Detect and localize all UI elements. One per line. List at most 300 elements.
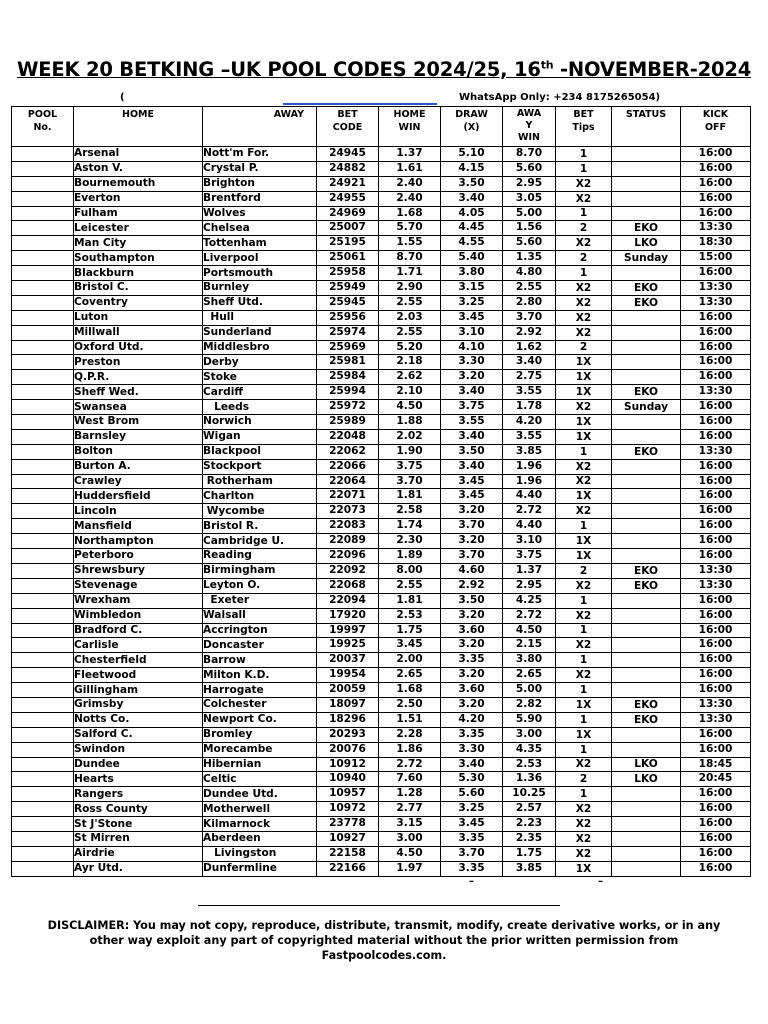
home-win-odds: 1.86 xyxy=(379,742,441,757)
col-bet-code: BET CODE xyxy=(317,107,379,147)
away-win-odds: 3.05 xyxy=(503,191,556,206)
pool-no-cell xyxy=(12,429,74,444)
table-row xyxy=(12,742,751,757)
draw-odds: 3.20 xyxy=(441,504,503,519)
status-cell xyxy=(612,861,681,876)
bet-tip: 1X xyxy=(556,861,612,876)
home-team: St Mirren xyxy=(74,831,203,846)
away-team: Wycombe xyxy=(203,504,317,519)
pool-no-cell xyxy=(12,549,74,564)
away-win-odds: 3.00 xyxy=(503,727,556,742)
status-cell xyxy=(612,549,681,564)
kick-off-time: 13:30 xyxy=(681,578,751,593)
status-cell xyxy=(612,787,681,802)
home-win-odds: 2.02 xyxy=(379,429,441,444)
home-team: Q.P.R. xyxy=(74,370,203,385)
home-team: Millwall xyxy=(74,325,203,340)
bet-tip: 1 xyxy=(556,653,612,668)
pool-no-cell xyxy=(12,295,74,310)
home-win-odds: 1.71 xyxy=(379,266,441,281)
away-win-odds: 3.55 xyxy=(503,385,556,400)
pool-no-cell xyxy=(12,742,74,757)
bet-tip: X2 xyxy=(556,474,612,489)
away-win-odds: 1.36 xyxy=(503,772,556,787)
home-win-odds: 1.55 xyxy=(379,236,441,251)
bet-tip: X2 xyxy=(556,817,612,832)
away-team: Nott'm For. xyxy=(203,147,317,162)
draw-odds: 3.60 xyxy=(441,623,503,638)
draw-odds: 5.30 xyxy=(441,772,503,787)
table-row xyxy=(12,772,751,787)
col-status: STATUS xyxy=(612,107,681,147)
pool-no-cell xyxy=(12,474,74,489)
away-team: Cambridge U. xyxy=(203,534,317,549)
col-home: HOME xyxy=(74,107,203,147)
draw-odds: 4.60 xyxy=(441,563,503,578)
draw-odds: 4.05 xyxy=(441,206,503,221)
col-kick-off: KICK OFF xyxy=(681,107,751,147)
contact-line xyxy=(0,92,768,106)
home-team: Fleetwood xyxy=(74,668,203,683)
draw-odds: 3.30 xyxy=(441,355,503,370)
bet-code: 10912 xyxy=(317,757,379,772)
away-team: Walsall xyxy=(203,608,317,623)
pool-no-cell xyxy=(12,653,74,668)
pool-no-cell xyxy=(12,340,74,355)
pool-no-cell xyxy=(12,683,74,698)
status-cell: EKO xyxy=(612,385,681,400)
pool-no-cell xyxy=(12,444,74,459)
status-cell: EKO xyxy=(612,295,681,310)
pool-no-cell xyxy=(12,831,74,846)
pool-no-cell xyxy=(12,266,74,281)
bet-code: 19954 xyxy=(317,668,379,683)
draw-odds: 3.50 xyxy=(441,593,503,608)
away-win-odds: 2.75 xyxy=(503,370,556,385)
home-win-odds: 3.70 xyxy=(379,474,441,489)
draw-odds: 4.55 xyxy=(441,236,503,251)
kick-off-time: 13:30 xyxy=(681,444,751,459)
status-cell xyxy=(612,266,681,281)
kick-off-time: 13:30 xyxy=(681,295,751,310)
bet-tip: 1 xyxy=(556,206,612,221)
bet-code: 19997 xyxy=(317,623,379,638)
status-cell xyxy=(612,147,681,162)
title-date: -NOVEMBER-2024 xyxy=(553,58,752,81)
status-cell xyxy=(612,519,681,534)
table-row xyxy=(12,668,751,683)
status-cell xyxy=(612,727,681,742)
kick-off-time: 16:00 xyxy=(681,147,751,162)
draw-odds: 5.60 xyxy=(441,787,503,802)
away-win-odds: 5.60 xyxy=(503,161,556,176)
pool-no-cell xyxy=(12,712,74,727)
away-team: Barrow xyxy=(203,653,317,668)
table-row xyxy=(12,519,751,534)
draw-odds: 3.20 xyxy=(441,638,503,653)
table-row xyxy=(12,593,751,608)
home-win-odds: 5.70 xyxy=(379,221,441,236)
away-win-odds: 5.00 xyxy=(503,683,556,698)
kick-off-time: 16:00 xyxy=(681,340,751,355)
bet-code: 25956 xyxy=(317,310,379,325)
away-team: Sheff Utd. xyxy=(203,295,317,310)
bet-code: 22073 xyxy=(317,504,379,519)
home-win-odds: 1.97 xyxy=(379,861,441,876)
status-cell xyxy=(612,817,681,832)
draw-odds: 3.35 xyxy=(441,831,503,846)
draw-odds: 3.40 xyxy=(441,385,503,400)
pool-no-cell xyxy=(12,593,74,608)
bet-code: 23778 xyxy=(317,817,379,832)
status-cell xyxy=(612,325,681,340)
away-team: Hull xyxy=(203,310,317,325)
home-team: Hearts xyxy=(74,772,203,787)
bet-tip: X2 xyxy=(556,578,612,593)
bet-tip: 1X xyxy=(556,727,612,742)
away-team: Chelsea xyxy=(203,221,317,236)
status-cell xyxy=(612,846,681,861)
status-cell xyxy=(612,653,681,668)
away-team: Leeds xyxy=(203,400,317,415)
status-cell xyxy=(612,802,681,817)
away-team: Wolves xyxy=(203,206,317,221)
status-cell xyxy=(612,534,681,549)
table-row xyxy=(12,638,751,653)
home-win-odds: 2.77 xyxy=(379,802,441,817)
bet-code: 24882 xyxy=(317,161,379,176)
draw-odds: 3.40 xyxy=(441,429,503,444)
pool-no-cell xyxy=(12,221,74,236)
table-row xyxy=(12,236,751,251)
table-row xyxy=(12,161,751,176)
home-team: Burton A. xyxy=(74,459,203,474)
draw-odds: 3.55 xyxy=(441,415,503,430)
status-cell xyxy=(612,415,681,430)
bet-tip: 1X xyxy=(556,370,612,385)
pool-no-cell xyxy=(12,504,74,519)
draw-odds: 3.20 xyxy=(441,608,503,623)
draw-odds: 3.15 xyxy=(441,281,503,296)
home-team: Leicester xyxy=(74,221,203,236)
away-win-odds: 2.65 xyxy=(503,668,556,683)
kick-off-time: 16:00 xyxy=(681,355,751,370)
pool-no-cell xyxy=(12,176,74,191)
bet-code: 24945 xyxy=(317,147,379,162)
draw-odds: 3.10 xyxy=(441,325,503,340)
draw-odds: 3.60 xyxy=(441,683,503,698)
draw-odds: 3.50 xyxy=(441,176,503,191)
table-row xyxy=(12,712,751,727)
home-team: Swindon xyxy=(74,742,203,757)
home-team: Carlisle xyxy=(74,638,203,653)
kick-off-time: 20:45 xyxy=(681,772,751,787)
away-team: Birmingham xyxy=(203,563,317,578)
kick-off-time: 16:00 xyxy=(681,653,751,668)
kick-off-time: 13:30 xyxy=(681,221,751,236)
table-row xyxy=(12,266,751,281)
kick-off-time: 16:00 xyxy=(681,727,751,742)
pool-no-cell xyxy=(12,415,74,430)
home-team: Notts Co. xyxy=(74,712,203,727)
table-row xyxy=(12,802,751,817)
bet-tip: 2 xyxy=(556,251,612,266)
bet-tip: X2 xyxy=(556,459,612,474)
draw-odds: 3.40 xyxy=(441,459,503,474)
disclaimer-text: DISCLAIMER: You may not copy, reproduce, distribute, transmit, modify, create derivative works, or in any other way exploit any part of copyrighted material without the prior written permission from Fastpoolcodes.com. xyxy=(47,919,721,962)
away-win-odds: 2.55 xyxy=(503,281,556,296)
table-row xyxy=(12,400,751,415)
home-team: Grimsby xyxy=(74,697,203,712)
bet-tip: 1 xyxy=(556,787,612,802)
kick-off-time: 16:00 xyxy=(681,623,751,638)
draw-odds: 4.45 xyxy=(441,221,503,236)
kick-off-time: 15:00 xyxy=(681,251,751,266)
home-team: Preston xyxy=(74,355,203,370)
away-win-odds: 2.82 xyxy=(503,697,556,712)
bet-tip: 1X xyxy=(556,355,612,370)
home-team: Blackburn xyxy=(74,266,203,281)
away-team: Leyton O. xyxy=(203,578,317,593)
away-team: Derby xyxy=(203,355,317,370)
draw-odds: 3.40 xyxy=(441,191,503,206)
bet-code: 24969 xyxy=(317,206,379,221)
home-win-odds: 1.68 xyxy=(379,206,441,221)
bet-code: 25061 xyxy=(317,251,379,266)
kick-off-time: 16:00 xyxy=(681,161,751,176)
home-win-odds: 4.50 xyxy=(379,846,441,861)
home-win-odds: 5.20 xyxy=(379,340,441,355)
bet-tip: 1 xyxy=(556,266,612,281)
away-win-odds: 1.96 xyxy=(503,474,556,489)
away-team: Doncaster xyxy=(203,638,317,653)
away-team: Colchester xyxy=(203,697,317,712)
away-team: Bristol R. xyxy=(203,519,317,534)
home-win-odds: 2.30 xyxy=(379,534,441,549)
bet-code: 24955 xyxy=(317,191,379,206)
status-cell xyxy=(612,608,681,623)
status-cell xyxy=(612,683,681,698)
draw-odds: 2.92 xyxy=(441,578,503,593)
col-bet-tips: BET Tips xyxy=(556,107,612,147)
away-win-odds: 2.35 xyxy=(503,831,556,846)
bet-code: 10957 xyxy=(317,787,379,802)
status-cell xyxy=(612,340,681,355)
home-team: West Brom xyxy=(74,415,203,430)
status-cell: EKO xyxy=(612,444,681,459)
away-team: Livingston xyxy=(203,846,317,861)
kick-off-time: 16:00 xyxy=(681,370,751,385)
home-win-odds: 2.65 xyxy=(379,668,441,683)
home-team: Northampton xyxy=(74,534,203,549)
home-team: Bolton xyxy=(74,444,203,459)
table-row xyxy=(12,683,751,698)
home-team: Crawley xyxy=(74,474,203,489)
table-row xyxy=(12,623,751,638)
table-row xyxy=(12,817,751,832)
kick-off-time: 16:00 xyxy=(681,638,751,653)
away-team: Milton K.D. xyxy=(203,668,317,683)
home-win-odds: 2.58 xyxy=(379,504,441,519)
kick-off-time: 16:00 xyxy=(681,325,751,340)
table-row xyxy=(12,474,751,489)
draw-odds: 5.10 xyxy=(441,147,503,162)
kick-off-time: 16:00 xyxy=(681,504,751,519)
away-team: Kilmarnock xyxy=(203,817,317,832)
home-win-odds: 2.28 xyxy=(379,727,441,742)
away-win-odds: 3.75 xyxy=(503,549,556,564)
table-row xyxy=(12,846,751,861)
table-row xyxy=(12,727,751,742)
kick-off-time: 16:00 xyxy=(681,802,751,817)
table-row xyxy=(12,563,751,578)
bet-tip: 1 xyxy=(556,623,612,638)
home-team: Ayr Utd. xyxy=(74,861,203,876)
home-team: Coventry xyxy=(74,295,203,310)
away-team: Accrington xyxy=(203,623,317,638)
bet-code: 20293 xyxy=(317,727,379,742)
bet-code: 17920 xyxy=(317,608,379,623)
dash-right: – xyxy=(598,876,603,887)
away-team: Wigan xyxy=(203,429,317,444)
bet-tip: X2 xyxy=(556,802,612,817)
status-cell: Sunday xyxy=(612,251,681,266)
away-team: Exeter xyxy=(203,593,317,608)
away-team: Dundee Utd. xyxy=(203,787,317,802)
kick-off-time: 16:00 xyxy=(681,400,751,415)
bet-code: 22068 xyxy=(317,578,379,593)
away-win-odds: 5.60 xyxy=(503,236,556,251)
home-win-odds: 2.55 xyxy=(379,325,441,340)
blank-link[interactable] xyxy=(283,103,437,105)
home-team: Luton xyxy=(74,310,203,325)
table-row xyxy=(12,295,751,310)
home-win-odds: 1.89 xyxy=(379,549,441,564)
status-cell: EKO xyxy=(612,281,681,296)
pool-no-cell xyxy=(12,489,74,504)
away-team: Portsmouth xyxy=(203,266,317,281)
draw-odds: 3.35 xyxy=(441,653,503,668)
status-cell xyxy=(612,191,681,206)
home-win-odds: 2.03 xyxy=(379,310,441,325)
open-paren: ( xyxy=(120,92,125,103)
home-win-odds: 2.62 xyxy=(379,370,441,385)
pool-no-cell xyxy=(12,206,74,221)
home-win-odds: 2.18 xyxy=(379,355,441,370)
home-team: Sheff Wed. xyxy=(74,385,203,400)
home-team: Bournemouth xyxy=(74,176,203,191)
draw-odds: 3.40 xyxy=(441,757,503,772)
home-team: Everton xyxy=(74,191,203,206)
away-win-odds: 1.96 xyxy=(503,459,556,474)
pool-no-cell xyxy=(12,385,74,400)
pool-no-cell xyxy=(12,638,74,653)
home-win-odds: 1.74 xyxy=(379,519,441,534)
away-team: Dunfermline xyxy=(203,861,317,876)
away-win-odds: 2.72 xyxy=(503,504,556,519)
kick-off-time: 16:00 xyxy=(681,534,751,549)
table-row xyxy=(12,459,751,474)
away-team: Sunderland xyxy=(203,325,317,340)
home-win-odds: 1.37 xyxy=(379,147,441,162)
away-win-odds: 1.35 xyxy=(503,251,556,266)
home-team: Bradford C. xyxy=(74,623,203,638)
table-row xyxy=(12,489,751,504)
table-row xyxy=(12,310,751,325)
away-team: Liverpool xyxy=(203,251,317,266)
pool-no-cell xyxy=(12,310,74,325)
draw-odds: 3.20 xyxy=(441,668,503,683)
bet-code: 25972 xyxy=(317,400,379,415)
home-win-odds: 1.88 xyxy=(379,415,441,430)
bet-tip: 1X xyxy=(556,415,612,430)
away-win-odds: 10.25 xyxy=(503,787,556,802)
away-team: Burnley xyxy=(203,281,317,296)
draw-odds: 3.50 xyxy=(441,444,503,459)
status-cell xyxy=(612,206,681,221)
home-team: Salford C. xyxy=(74,727,203,742)
away-team: Stoke xyxy=(203,370,317,385)
bet-code: 20076 xyxy=(317,742,379,757)
status-cell: LKO xyxy=(612,757,681,772)
table-row xyxy=(12,549,751,564)
home-win-odds: 2.53 xyxy=(379,608,441,623)
away-win-odds: 4.50 xyxy=(503,623,556,638)
away-win-odds: 1.37 xyxy=(503,563,556,578)
bet-code: 25195 xyxy=(317,236,379,251)
kick-off-time: 16:00 xyxy=(681,608,751,623)
bet-tip: 1 xyxy=(556,742,612,757)
away-win-odds: 4.40 xyxy=(503,489,556,504)
home-win-odds: 8.70 xyxy=(379,251,441,266)
home-win-odds: 8.00 xyxy=(379,563,441,578)
bet-tip: X2 xyxy=(556,176,612,191)
bet-code: 20059 xyxy=(317,683,379,698)
bet-code: 22083 xyxy=(317,519,379,534)
away-team: Tottenham xyxy=(203,236,317,251)
table-row xyxy=(12,444,751,459)
home-team: Mansfield xyxy=(74,519,203,534)
bet-code: 25007 xyxy=(317,221,379,236)
kick-off-time: 16:00 xyxy=(681,549,751,564)
away-team: Crystal P. xyxy=(203,161,317,176)
away-win-odds: 4.40 xyxy=(503,519,556,534)
kick-off-time: 16:00 xyxy=(681,817,751,832)
home-win-odds: 1.90 xyxy=(379,444,441,459)
away-win-odds: 3.85 xyxy=(503,444,556,459)
status-cell xyxy=(612,161,681,176)
bet-tip: 1 xyxy=(556,712,612,727)
bet-code: 22062 xyxy=(317,444,379,459)
away-team: Cardiff xyxy=(203,385,317,400)
bet-code: 22158 xyxy=(317,846,379,861)
pool-no-cell xyxy=(12,355,74,370)
home-team: Oxford Utd. xyxy=(74,340,203,355)
home-win-odds: 7.60 xyxy=(379,772,441,787)
bet-tip: X2 xyxy=(556,325,612,340)
away-win-odds: 1.75 xyxy=(503,846,556,861)
home-win-odds: 3.75 xyxy=(379,459,441,474)
bet-code: 22094 xyxy=(317,593,379,608)
bet-tip: X2 xyxy=(556,310,612,325)
table-row xyxy=(12,206,751,221)
status-cell xyxy=(612,429,681,444)
home-team: Gillingham xyxy=(74,683,203,698)
kick-off-time: 16:00 xyxy=(681,415,751,430)
away-win-odds: 3.10 xyxy=(503,534,556,549)
away-win-odds: 2.15 xyxy=(503,638,556,653)
bet-tip: 1X xyxy=(556,385,612,400)
